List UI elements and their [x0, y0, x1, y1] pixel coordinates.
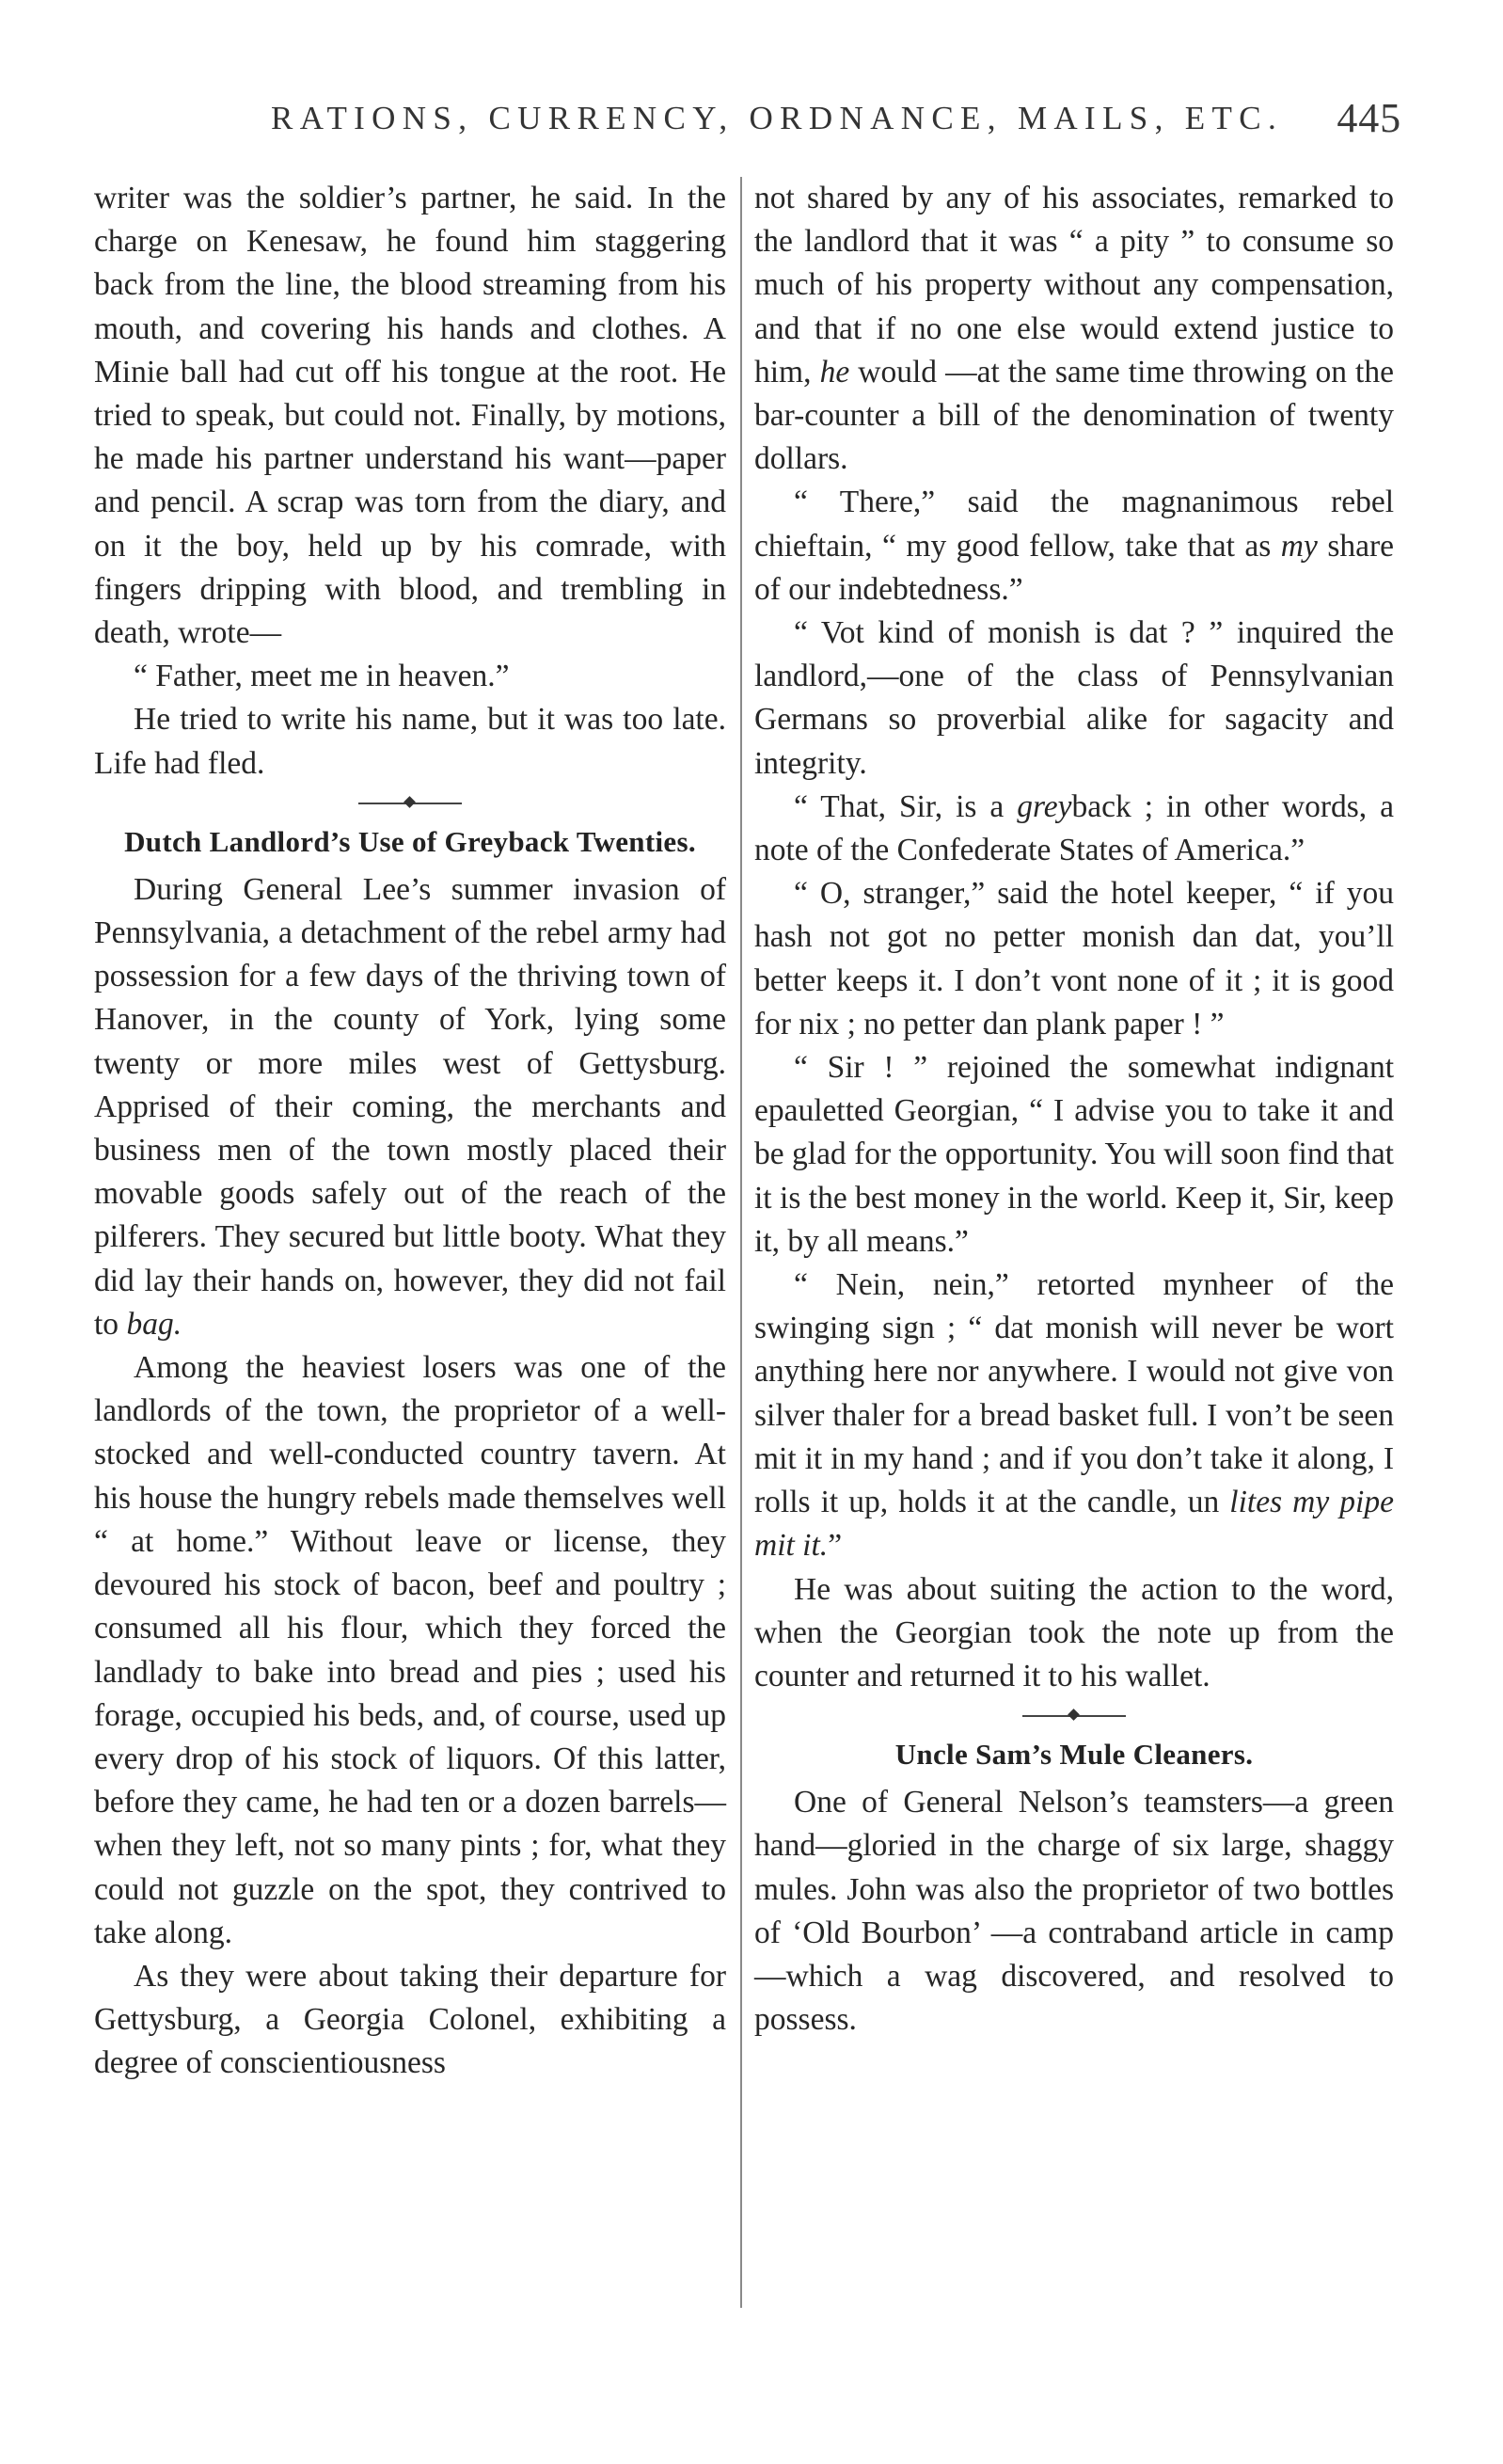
paragraph: [754, 481, 1394, 612]
paragraph-text: not shared by any of his associates, remarked to the landlord that it was “ a pity ” to consume so much of his property without any compensation, and that if no one else would extend justice to him,: [754, 181, 1394, 389]
section-heading: Uncle Sam’s Mule Cleaners.: [894, 1738, 1254, 1772]
section-heading: Dutch Landlord’s Use of Greyback Twenties.: [124, 824, 696, 858]
right-column: [754, 177, 1394, 2042]
section-separator: [358, 787, 462, 819]
running-head-title: RATIONS, CURRENCY, ORDNANCE, MAILS, ETC.: [271, 100, 1284, 136]
paragraph: [754, 177, 1394, 481]
paragraph: [754, 1264, 1394, 1567]
paragraph-text: “ There,” said the magnanimous rebel chieftain, “ my good fellow, take that as: [754, 485, 1394, 564]
paragraph-text: “ That, Sir, is a: [794, 788, 1018, 824]
separator-diamond-icon: [1068, 1709, 1080, 1721]
paragraph: “ Sir ! ” rejoined the somewhat indignant epauletted Georgian, “ I advise you to take it and be glad for the opportunity. You will soon find that it is the best money in the world. Keep it, Sir, keep it, by all means.”: [754, 1050, 1394, 1259]
paragraph: [754, 786, 1394, 872]
italic-text: my: [1280, 528, 1318, 564]
paragraph-text: During General Lee’s summer invasion of Pennsylvania, a detachment of the rebel army had possession for a few days of the thriving town of Hanover, in the county of York, lying some twenty or more miles west of Gettysburg. Apprised of their coming, the merchants and business men of the town mostly placed their movable goods safely out of the reach of the pilferers. They secured but little booty. What they did lay their hands on, however, they did not fail to: [94, 871, 726, 1342]
paragraph: One of General Nelson’s teamsters—a green hand—gloried in the charge of six large, shaggy mules. John was also the proprietor of two bottles of ‘Old Bourbon’ —a contraband article in camp—which a wag discovered, and resolved to possess.: [754, 1785, 1394, 2038]
column-divider: [740, 177, 742, 2308]
paragraph: writer was the soldier’s partner, he said. In the charge on Kenesaw, he found him staggering back from the line, the blood streaming from his mouth, and covering his hands and clothes. A Minie ball had cut off his tongue at the root. He tried to speak, but could not. Finally, by motions, he made his partner understand his want—paper and pencil. A scrap was torn from the diary, and on it the boy, held up by his comrade, with fingers dripping with blood, and trembling in death, wrote—: [94, 181, 726, 651]
paragraph: He tried to write his name, but it was too late. Life had fled.: [94, 702, 726, 781]
paragraph-text: would —at the same time throwing on the bar-counter a bill of the denomination of twenty dollars.: [754, 354, 1394, 477]
paragraph: Among the heaviest losers was one of the landlords of the town, the proprietor of a well-stocked and well-conducted country tavern. At his house the hungry rebels made themselves well “ at home.” Without leave or license, they devoured his stock of bacon, beef and poultry ; consumed all his flour, which they forced the landlady to bake into bread and pies ; used his forage, occupied his beds, and, of course, used up every drop of his stock of liquors. Of this latter, before they came, he had ten or a dozen barrels—when they left, not so many pints ; for, what they could not guzzle on the spot, they contrived to take along.: [94, 1350, 726, 1950]
paragraph-text: ”: [828, 1528, 843, 1564]
italic-text: lites my pipe mit it.: [754, 1485, 1394, 1564]
paragraph-text: “ Nein, nein,” retorted mynheer of the swinging sign ; “ dat monish will never be wort anything here nor anywhere. I would not give von silver thaler for a bread basket full. I von’t be seen mit it in my hand ; and if you don’t take it along, I rolls it up, holds it at the candle, un: [754, 1267, 1394, 1520]
paragraph: [94, 868, 726, 1346]
section-separator: [1022, 1700, 1126, 1732]
paragraph: He was about suiting the action to the word, when the Georgian took the note up from the counter and returned it to his wallet.: [754, 1571, 1394, 1693]
italic-text: bag.: [126, 1306, 182, 1342]
left-column: [94, 177, 726, 2086]
paragraph: “ O, stranger,” said the hotel keeper, “ if you hash not got no petter monish dan dat, you’ll better keeps it. I don’t vont none of it ; it is good for nix ; no petter dan plank paper ! ”: [754, 876, 1394, 1041]
separator-diamond-icon: [403, 796, 416, 808]
paragraph: “ Vot kind of monish is dat ? ” inquired the landlord,—one of the class of Pennsylvanian Germans so proverbial alike for sagacity and integrity.: [754, 615, 1394, 781]
paragraph-text: share of our indebtedness.”: [754, 528, 1395, 607]
italic-text: grey: [1017, 788, 1072, 824]
running-head: [150, 90, 1401, 147]
paragraph: “ Father, meet me in heaven.”: [134, 659, 510, 694]
paragraph: As they were about taking their departure for Gettysburg, a Georgia Colonel, exhibiting a degree of conscientiousness: [94, 1958, 726, 2081]
italic-text: he: [819, 354, 850, 389]
page-number: 445: [1337, 95, 1401, 141]
paragraph-text: back ; in other words, a note of the Confederate States of America.”: [754, 788, 1394, 868]
